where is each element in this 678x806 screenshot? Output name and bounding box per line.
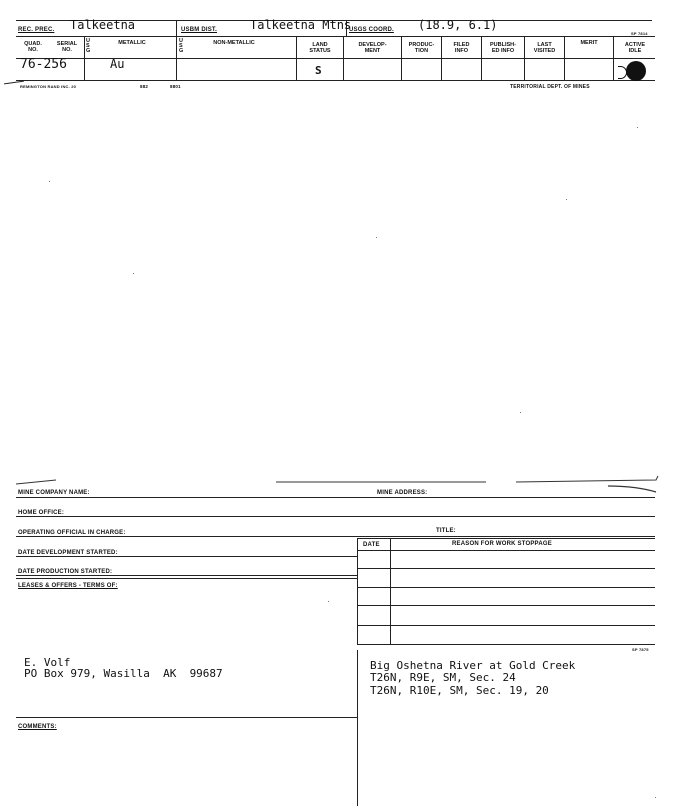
operating-official-label: OPERATING OFFICIAL IN CHARGE:: [18, 530, 126, 536]
title-label: TITLE:: [436, 528, 456, 534]
non-metallic-header: NON-METALLIC: [213, 40, 255, 46]
code-b: 8801: [170, 84, 181, 89]
serial-no-header: SERIAL NO.: [56, 41, 78, 53]
form-code-top: SP 7814: [631, 31, 648, 36]
date-production-started-label: DATE PRODUCTION STARTED:: [18, 569, 113, 575]
active-status-dot: [626, 61, 646, 81]
mine-company-name-label: MINE COMPANY NAME:: [18, 490, 90, 496]
form-code-bottom: SP 7875: [632, 647, 649, 652]
quad-no-header: QUAD. NO.: [24, 41, 42, 53]
active-status-arc: [618, 66, 627, 79]
usg-2-header: U S G: [179, 38, 184, 54]
metallic-header: METALLIC: [118, 40, 146, 46]
reason-column-header: REASON FOR WORK STOPPAGE: [452, 541, 552, 547]
usgs-coord-label: USGS COORD.: [349, 27, 394, 33]
comments-label: COMMENTS:: [18, 724, 57, 730]
production-header: PRODUC- TION: [408, 42, 435, 54]
code-a: 882: [140, 84, 149, 89]
date-development-started-label: DATE DEVELOPMENT STARTED:: [18, 550, 118, 556]
usbm-dist-value: Talkeetna Mtns: [250, 18, 352, 32]
rec-prec-label: REC. PREC.: [18, 27, 55, 33]
location-line-2: T26N, R9E, SM, Sec. 24: [370, 671, 516, 684]
owner-address: PO Box 979, Wasilla AK 99687: [24, 667, 223, 680]
department-imprint: TERRITORIAL DEPT. OF MINES: [510, 84, 590, 90]
printer-imprint: REMINGTON RAND INC. 20: [20, 84, 77, 89]
date-column-header: DATE: [363, 542, 380, 548]
land-status-value: S: [315, 64, 322, 77]
usbm-dist-label: USBM DIST.: [181, 27, 218, 33]
land-status-header: LAND STATUS: [309, 42, 331, 54]
published-info-header: PUBLISH- ED INFO: [490, 42, 516, 54]
mine-address-label: MINE ADDRESS:: [377, 490, 428, 496]
owner-name: E. Volf: [24, 656, 71, 669]
torn-edge: [16, 474, 661, 498]
merit-header: MERIT: [580, 40, 598, 46]
quad-serial-value: 76-256: [20, 57, 67, 72]
metallic-value: Au: [110, 57, 125, 71]
rec-prec-value: Talkeetna: [70, 18, 136, 32]
leases-offers-label: LEASES & OFFERS - TERMS OF:: [18, 583, 118, 589]
home-office-label: HOME OFFICE:: [18, 510, 65, 516]
location-line-3: T26N, R10E, SM, Sec. 19, 20: [370, 684, 549, 697]
development-header: DEVELOP- MENT: [358, 42, 387, 54]
last-visited-header: LAST VISITED: [533, 42, 556, 54]
usg-1-header: U S G: [86, 38, 91, 54]
filed-info-header: FILED INFO: [453, 42, 470, 54]
usgs-coord-value: (18.9, 6.1): [418, 18, 498, 32]
active-idle-header: ACTIVE IDLE: [624, 42, 646, 54]
location-line-1: Big Oshetna River at Gold Creek: [370, 659, 576, 672]
